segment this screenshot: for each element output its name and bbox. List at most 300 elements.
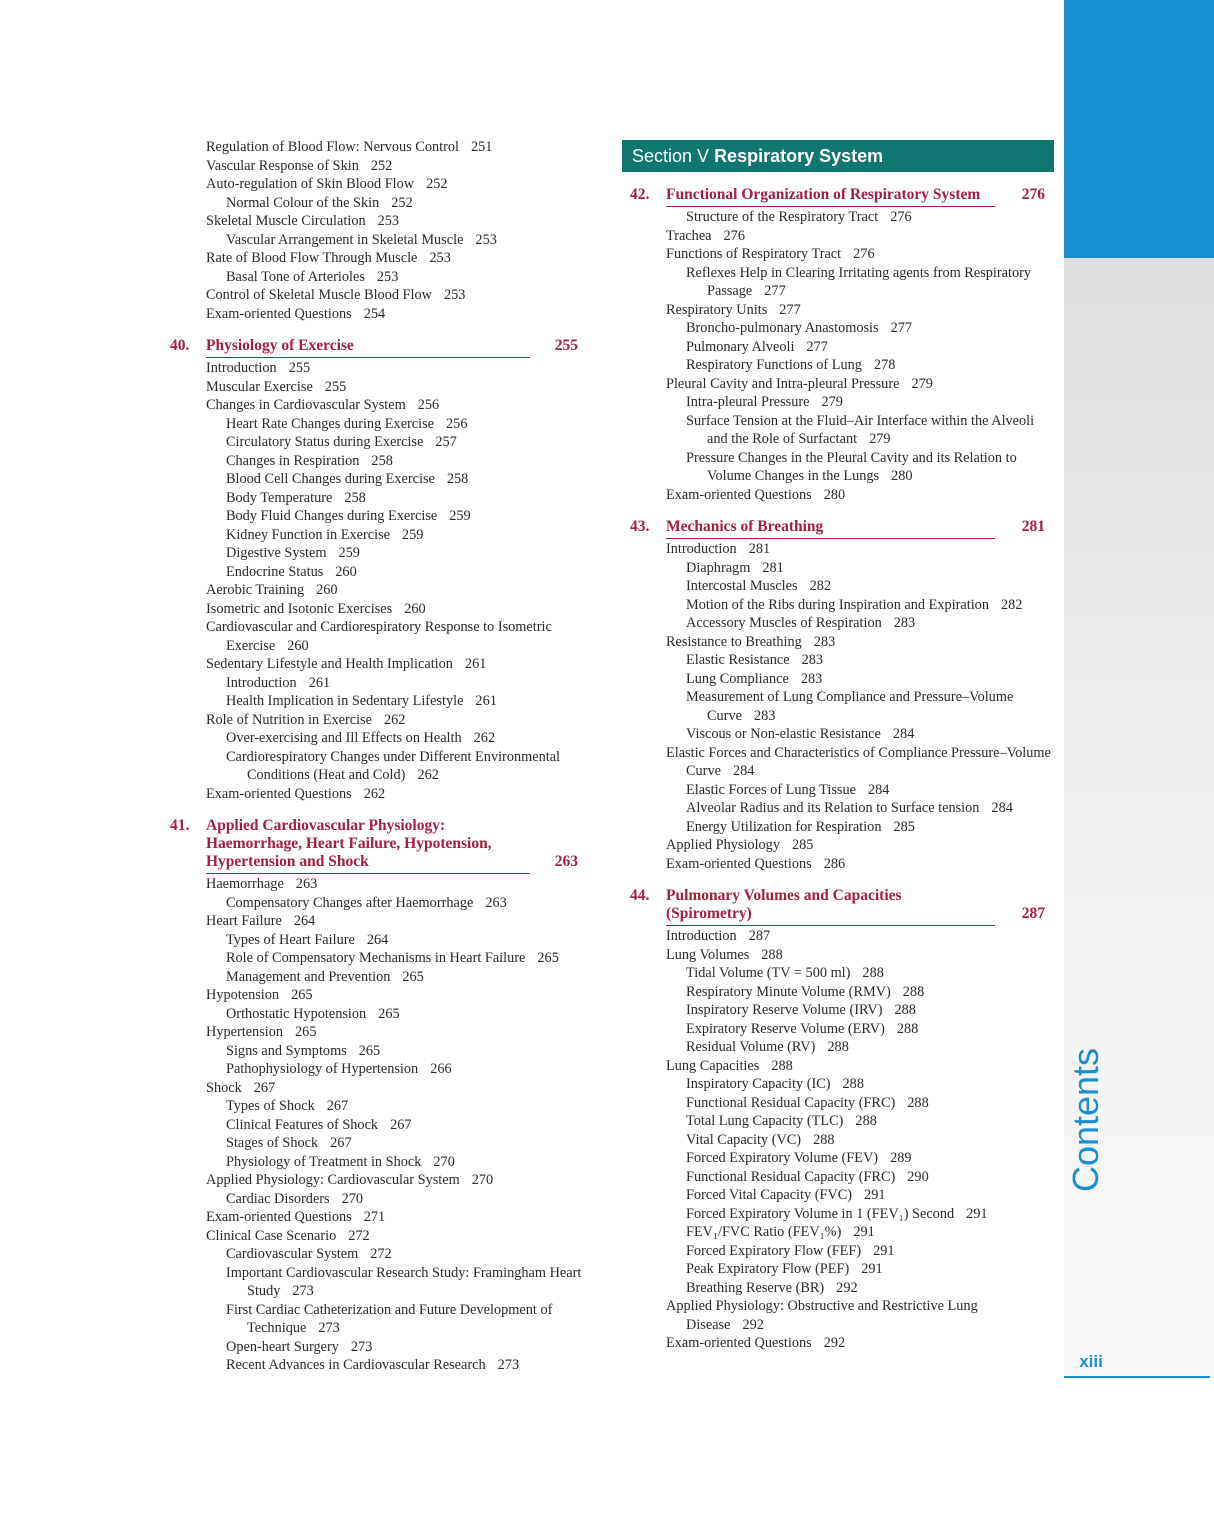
toc-entry-page: 288 — [761, 946, 783, 963]
toc-entry[interactable] — [630, 964, 1055, 983]
toc-entry-page: 259 — [401, 526, 424, 543]
toc-entry[interactable] — [630, 633, 1055, 652]
chapter-title: Pulmonary Volumes and Capacities (Spirometry) — [666, 887, 902, 922]
toc-entry[interactable] — [170, 1171, 590, 1190]
toc-entry[interactable] — [170, 452, 590, 471]
toc-entry-page: 262 — [473, 730, 496, 746]
toc-entry-page: 253 — [377, 213, 400, 229]
toc-entry[interactable] — [170, 249, 590, 268]
toc-entry[interactable] — [630, 1038, 1055, 1057]
chapter-heading[interactable] — [170, 337, 590, 355]
toc-entry-title: Broncho-pulmonary Anastomosis — [686, 320, 879, 336]
toc-entry-title: Forced Expiratory Volume (FEV) — [686, 1150, 879, 1166]
toc-entry[interactable] — [170, 507, 590, 526]
toc-entry-title: Clinical Case Scenario — [206, 1227, 337, 1244]
chapter-number: 42. — [630, 186, 650, 203]
toc-entry[interactable] — [630, 836, 1055, 855]
toc-entry[interactable] — [630, 1131, 1055, 1150]
toc-entry-page: 261 — [475, 693, 497, 709]
toc-entry-title: Exam-oriented Questions — [666, 486, 812, 503]
toc-entry-title: Pathophysiology of Hypertension — [226, 1061, 419, 1077]
toc-entry-page: 265 — [358, 1042, 381, 1059]
toc-entry-title: Lung Compliance — [686, 670, 789, 687]
toc-entry-page: 255 — [324, 378, 347, 395]
toc-entry[interactable] — [170, 949, 590, 968]
toc-entry-page: 291 — [861, 1261, 883, 1277]
toc-entry-title: Respiratory Functions of Lung — [686, 357, 862, 373]
toc-entry[interactable] — [170, 1301, 590, 1338]
toc-entry-title: Physiology of Treatment in Shock — [226, 1153, 422, 1170]
toc-entry[interactable] — [630, 1001, 1055, 1020]
toc-entry-title: Role of Compensatory Mechanisms in Heart Failure — [226, 950, 526, 966]
toc-entry-page: 270 — [341, 1190, 364, 1207]
toc-entry[interactable] — [630, 449, 1055, 486]
toc-entry-title: Cardiovascular System — [226, 1246, 359, 1262]
toc-entry-page: 253 — [376, 268, 399, 285]
toc-entry-title: Introduction — [226, 674, 297, 691]
toc-entry[interactable] — [630, 1260, 1055, 1279]
toc-entry[interactable] — [170, 1208, 590, 1227]
toc-entry[interactable] — [170, 1079, 590, 1098]
toc-entry[interactable] — [170, 1227, 590, 1246]
chapter-heading[interactable] — [630, 186, 1055, 204]
toc-entry-page: 273 — [292, 1283, 314, 1299]
toc-entry[interactable] — [170, 433, 590, 452]
toc-entry-page: 263 — [295, 876, 318, 892]
toc-entry-title: Recent Advances in Cardiovascular Research — [226, 1357, 486, 1373]
toc-entry-page: 267 — [330, 1135, 352, 1151]
toc-entry-page: 292 — [742, 1316, 764, 1333]
toc-entry-title: Exam-oriented Questions — [206, 305, 352, 322]
toc-entry[interactable] — [170, 1042, 590, 1061]
toc-entry[interactable] — [630, 1279, 1055, 1298]
toc-entry-title: Orthostatic Hypotension — [226, 1005, 367, 1022]
toc-entry-page: 279 — [821, 394, 843, 410]
toc-entry[interactable] — [630, 1186, 1055, 1205]
toc-entry[interactable] — [630, 855, 1055, 874]
chapter-underline — [206, 873, 530, 874]
toc-entry-title: Energy Utilization for Respiration — [686, 818, 882, 835]
toc-entry-title: Functions of Respiratory Tract — [666, 246, 842, 262]
toc-entry-title: Hypotension — [206, 987, 280, 1003]
toc-entry[interactable] — [170, 655, 590, 674]
toc-entry-page: 292 — [836, 1279, 858, 1296]
toc-entry-title: Blood Cell Changes during Exercise — [226, 471, 435, 487]
toc-entry[interactable] — [170, 396, 590, 415]
toc-entry[interactable] — [630, 338, 1055, 357]
toc-entry[interactable] — [630, 983, 1055, 1002]
toc-entry-title: Applied Physiology: Cardiovascular System — [206, 1172, 460, 1188]
toc-entry-title: Normal Colour of the Skin — [226, 194, 380, 211]
toc-entry-title: Signs and Symptoms — [226, 1042, 347, 1059]
toc-entry[interactable] — [630, 614, 1055, 633]
toc-entry[interactable] — [170, 600, 590, 619]
toc-entry-page: 255 — [288, 360, 311, 376]
toc-entry[interactable] — [630, 375, 1055, 394]
toc-entry-page: 288 — [894, 1002, 916, 1018]
toc-entry-page: 281 — [762, 559, 784, 576]
toc-entry-page: 276 — [853, 246, 875, 262]
toc-entry-page: 277 — [890, 320, 913, 336]
toc-entry-title: Pressure Changes in the Pleural Cavity and its Relation to Volume Changes in the Lungs — [686, 449, 1017, 484]
toc-entry[interactable] — [630, 799, 1055, 818]
toc-entry-title: Inspiratory Capacity (IC) — [686, 1076, 831, 1092]
toc-entry[interactable] — [630, 245, 1055, 264]
toc-entry-title: Vascular Response of Skin — [206, 157, 359, 174]
toc-entry-page: 267 — [253, 1079, 276, 1096]
toc-entry-page: 288 — [896, 1020, 919, 1037]
toc-entry-title: Exam-oriented Questions — [206, 1209, 352, 1225]
toc-entry[interactable] — [170, 175, 590, 194]
toc-entry-page: 283 — [813, 633, 836, 650]
toc-entry[interactable] — [170, 231, 590, 250]
toc-entry-page: 282 — [809, 578, 832, 594]
toc-entry-page: 258 — [371, 452, 393, 469]
chapter-underline — [666, 925, 995, 926]
toc-entry-title: Important Cardiovascular Research Study: Framingham Heart Study — [226, 1264, 582, 1299]
toc-entry-page: 259 — [449, 508, 471, 524]
toc-entry-title: Compensatory Changes after Haemorrhage — [226, 894, 474, 911]
toc-entry-title: Respiratory Units — [666, 301, 768, 318]
toc-entry-page: 285 — [791, 837, 814, 853]
toc-entry[interactable] — [630, 1075, 1055, 1094]
toc-entry-page: 256 — [417, 397, 440, 413]
toc-entry-title: Stages of Shock — [226, 1135, 319, 1151]
toc-entry[interactable] — [170, 526, 590, 545]
toc-entry[interactable] — [170, 674, 590, 693]
toc-entry[interactable] — [630, 927, 1055, 946]
toc-entry[interactable] — [170, 544, 590, 563]
toc-entry[interactable] — [170, 1134, 590, 1153]
toc-entry-page: 271 — [363, 1209, 386, 1225]
toc-entry-page: 276 — [890, 209, 912, 225]
toc-entry[interactable] — [630, 1094, 1055, 1113]
toc-entry-title: Basal Tone of Arterioles — [226, 268, 365, 285]
toc-entry-title: Forced Vital Capacity (FVC) — [686, 1187, 853, 1203]
toc-entry[interactable] — [170, 305, 590, 324]
toc-entry[interactable] — [170, 968, 590, 987]
toc-entry-page: 264 — [366, 931, 389, 948]
toc-entry-page: 276 — [723, 227, 745, 244]
toc-entry-title: Measurement of Lung Compliance and Pressure–Volume Curve — [686, 689, 1014, 724]
toc-entry-page: 252 — [391, 194, 413, 211]
chapter-page: 276 — [1021, 186, 1045, 203]
toc-entry-title: Cardiovascular and Cardiorespiratory Response to Isometric Exercise — [206, 619, 552, 654]
toc-entry[interactable] — [630, 946, 1055, 965]
toc-entry[interactable] — [630, 1205, 1055, 1224]
toc-entry[interactable] — [170, 1060, 590, 1079]
toc-entry-title: Exam-oriented Questions — [666, 1335, 812, 1351]
toc-entry-page: 288 — [813, 1131, 835, 1148]
toc-entry[interactable] — [630, 1168, 1055, 1187]
toc-entry-title: Accessory Muscles of Respiration — [686, 615, 882, 631]
toc-entry-title: Aerobic Training — [206, 582, 305, 598]
toc-entry-page: 280 — [823, 486, 846, 503]
toc-entry-page: 287 — [748, 928, 771, 944]
toc-entry[interactable] — [170, 875, 590, 894]
toc-entry[interactable] — [170, 1356, 590, 1375]
toc-entry[interactable] — [170, 1264, 590, 1301]
toc-entry-title: Changes in Respiration — [226, 452, 360, 469]
chapter-title: Applied Cardiovascular Physiology: Haemorrhage, Heart Failure, Hypotension, Hypertension and Shock — [206, 817, 492, 870]
toc-entry-title: Residual Volume (RV) — [686, 1039, 816, 1055]
toc-entry-title: Over-exercising and Ill Effects on Health — [226, 730, 462, 746]
toc-entry-title: Lung Volumes — [666, 946, 750, 963]
toc-entry[interactable] — [630, 393, 1055, 412]
chapter-title: Physiology of Exercise — [206, 337, 354, 354]
toc-entry-page: 288 — [855, 1113, 877, 1129]
toc-entry-title: Auto-regulation of Skin Blood Flow — [206, 176, 415, 192]
toc-entry[interactable] — [630, 559, 1055, 578]
chapter-title: Functional Organization of Respiratory System — [666, 186, 981, 203]
toc-entry-title: Trachea — [666, 227, 712, 244]
toc-entry[interactable] — [170, 157, 590, 176]
toc-entry[interactable] — [630, 486, 1055, 505]
toc-entry-page: 284 — [867, 781, 890, 798]
chapter-underline — [206, 357, 530, 358]
page-number-rule — [1064, 1376, 1210, 1378]
toc-entry-page: 264 — [293, 913, 316, 929]
toc-entry-page: 261 — [464, 656, 487, 672]
toc-entry[interactable] — [170, 1338, 590, 1357]
toc-entry-title: Introduction — [206, 360, 277, 376]
toc-entry[interactable] — [170, 986, 590, 1005]
toc-entry-page: 289 — [890, 1150, 912, 1166]
toc-entry-page: 273 — [318, 1320, 340, 1336]
toc-entry-title: Total Lung Capacity (TLC) — [686, 1113, 844, 1129]
toc-entry-page: 266 — [430, 1061, 452, 1077]
toc-entry[interactable] — [170, 748, 590, 785]
toc-entry[interactable] — [630, 540, 1055, 559]
toc-entry-title: Introduction — [666, 541, 737, 557]
toc-entry-page: 267 — [326, 1098, 349, 1114]
chapter-heading[interactable] — [170, 817, 590, 871]
toc-entry-page: 252 — [426, 176, 448, 192]
toc-entry-page: 260 — [404, 600, 426, 617]
toc-entry-title: Functional Residual Capacity (FRC) — [686, 1094, 896, 1111]
toc-entry[interactable] — [170, 785, 590, 804]
toc-entry-title: First Cardiac Catheterization and Future Development of Technique — [226, 1301, 553, 1336]
toc-entry[interactable] — [630, 670, 1055, 689]
toc-entry-page: 262 — [363, 785, 386, 802]
toc-entry-title: Elastic Forces and Characteristics of Compliance Pressure–Volume Curve — [666, 744, 1051, 779]
chapter-underline — [666, 206, 995, 207]
toc-entry-page: 257 — [435, 434, 457, 450]
toc-entry[interactable] — [630, 577, 1055, 596]
toc-entry-page: 286 — [823, 855, 846, 872]
toc-right-column — [630, 140, 1055, 1353]
toc-entry[interactable] — [170, 894, 590, 913]
toc-entry[interactable] — [630, 356, 1055, 375]
toc-entry-page: 265 — [291, 987, 313, 1003]
toc-entry[interactable] — [630, 1334, 1055, 1353]
toc-entry[interactable] — [170, 711, 590, 730]
toc-entry-page: 270 — [433, 1153, 455, 1170]
chapter-heading[interactable] — [630, 887, 1055, 923]
toc-entry[interactable] — [630, 1242, 1055, 1261]
toc-entry-page: 258 — [344, 489, 366, 506]
toc-entry-page: 277 — [779, 301, 801, 318]
toc-entry[interactable] — [630, 781, 1055, 800]
toc-entry-page: 280 — [891, 468, 913, 484]
toc-entry-title: Forced Expiratory Flow (FEF) — [686, 1242, 862, 1259]
toc-entry[interactable] — [170, 1153, 590, 1172]
toc-entry[interactable] — [630, 1223, 1055, 1242]
toc-entry[interactable] — [630, 1149, 1055, 1168]
toc-entry-title: Skeletal Muscle Circulation — [206, 213, 366, 229]
toc-entry-title: Endocrine Status — [226, 563, 324, 580]
chapter-heading[interactable] — [630, 518, 1055, 536]
toc-entry-page: 258 — [446, 471, 469, 487]
toc-entry[interactable] — [630, 1112, 1055, 1131]
toc-entry[interactable] — [630, 208, 1055, 227]
toc-entry-title: Role of Nutrition in Exercise — [206, 711, 372, 728]
toc-entry-page: 291 — [966, 1205, 988, 1222]
toc-entry[interactable] — [170, 1116, 590, 1135]
chapter-number: 43. — [630, 518, 650, 535]
toc-entry-title: Applied Physiology — [666, 837, 780, 853]
toc-entry-title: Cardiorespiratory Changes under Different Environmental Conditions (Heat and Cold) — [226, 748, 561, 783]
toc-entry[interactable] — [170, 1023, 590, 1042]
toc-entry[interactable] — [170, 212, 590, 231]
toc-entry-page: 253 — [443, 287, 466, 303]
sidebar-blue-block — [1064, 0, 1214, 258]
toc-entry-title: Open-heart Surgery — [226, 1338, 339, 1355]
toc-entry-title: Motion of the Ribs during Inspiration and Expiration — [686, 596, 989, 613]
toc-entry-title: Applied Physiology: Obstructive and Restrictive Lung Disease — [666, 1298, 978, 1333]
toc-entry[interactable] — [630, 725, 1055, 744]
toc-entry-title: FEV₁/FVC Ratio (FEV₁%) — [686, 1224, 842, 1240]
toc-entry-page: 265 — [402, 968, 424, 985]
toc-entry[interactable] — [630, 744, 1055, 781]
toc-entry[interactable] — [170, 931, 590, 950]
toc-entry-title: Vital Capacity (VC) — [686, 1131, 802, 1148]
toc-entry[interactable] — [170, 415, 590, 434]
toc-entry-page: 288 — [827, 1039, 849, 1055]
toc-entry-page: 284 — [991, 800, 1013, 816]
toc-entry[interactable] — [170, 618, 590, 655]
toc-entry-page: 272 — [370, 1246, 392, 1262]
toc-entry-page: 260 — [335, 563, 357, 580]
toc-entry-title: Respiratory Minute Volume (RMV) — [686, 983, 891, 1000]
toc-entry-page: 285 — [893, 818, 915, 835]
toc-entry[interactable] — [630, 301, 1055, 320]
toc-entry-title: Alveolar Radius and its Relation to Surface tension — [686, 800, 980, 816]
toc-entry-page: 278 — [873, 357, 896, 373]
toc-entry[interactable] — [630, 1297, 1055, 1334]
toc-entry-page: 288 — [842, 1076, 864, 1092]
toc-entry[interactable] — [170, 692, 590, 711]
toc-entry[interactable] — [170, 268, 590, 287]
toc-entry[interactable] — [170, 1245, 590, 1264]
toc-entry[interactable] — [170, 359, 590, 378]
toc-entry-page: 288 — [771, 1057, 793, 1074]
toc-entry-page: 281 — [748, 541, 771, 557]
chapter-underline — [666, 538, 995, 539]
toc-entry[interactable] — [630, 227, 1055, 246]
toc-entry-page: 277 — [764, 283, 786, 299]
toc-entry-title: Elastic Forces of Lung Tissue — [686, 781, 856, 798]
chapter-number: 41. — [170, 817, 190, 834]
toc-entry[interactable] — [170, 581, 590, 600]
section-prefix: Section V — [632, 146, 710, 166]
toc-entry-page: 265 — [378, 1005, 400, 1022]
toc-entry-title: Heart Failure — [206, 913, 282, 929]
toc-entry-page: 265 — [537, 950, 559, 966]
toc-entry-title: Pulmonary Alveoli — [686, 338, 795, 355]
toc-entry[interactable] — [170, 1097, 590, 1116]
toc-entry-page: 282 — [1000, 596, 1023, 613]
contents-label: Contents — [1065, 1047, 1106, 1193]
toc-entry[interactable] — [170, 1190, 590, 1209]
toc-entry-title: Health Implication in Sedentary Lifestyle — [226, 693, 464, 709]
toc-left-column — [170, 138, 590, 1375]
toc-entry-page: 291 — [873, 1242, 895, 1259]
toc-entry-title: Kidney Function in Exercise — [226, 526, 390, 543]
toc-entry-title: Body Fluid Changes during Exercise — [226, 508, 438, 524]
toc-entry-page: 251 — [470, 139, 493, 155]
toc-entry[interactable] — [170, 729, 590, 748]
toc-entry-title: Expiratory Reserve Volume (ERV) — [686, 1020, 885, 1037]
chapter-number: 40. — [170, 337, 190, 354]
toc-entry-title: Breathing Reserve (BR) — [686, 1279, 825, 1296]
toc-entry-title: Muscular Exercise — [206, 378, 313, 395]
toc-entry[interactable] — [630, 1020, 1055, 1039]
toc-entry[interactable] — [630, 319, 1055, 338]
toc-entry-title: Control of Skeletal Muscle Blood Flow — [206, 287, 432, 303]
toc-entry-page: 290 — [907, 1168, 929, 1185]
toc-entry-title: Viscous or Non-elastic Resistance — [686, 726, 881, 742]
toc-entry[interactable] — [630, 651, 1055, 670]
toc-entry-title: Management and Prevention — [226, 968, 391, 985]
toc-entry-title: Haemorrhage — [206, 876, 284, 892]
toc-entry-title: Hypertension — [206, 1024, 284, 1040]
toc-entry[interactable] — [630, 1057, 1055, 1076]
toc-entry-page: 273 — [497, 1357, 520, 1373]
toc-entry-page: 277 — [806, 338, 828, 355]
chapter-number: 44. — [630, 887, 650, 904]
toc-entry[interactable] — [630, 596, 1055, 615]
section-banner[interactable] — [622, 140, 1054, 172]
toc-entry[interactable] — [170, 563, 590, 582]
toc-entry[interactable] — [630, 818, 1055, 837]
toc-entry[interactable] — [170, 1005, 590, 1024]
toc-entry[interactable] — [630, 412, 1055, 449]
toc-entry[interactable] — [630, 688, 1055, 725]
toc-entry[interactable] — [170, 378, 590, 397]
toc-entry-page: 261 — [308, 674, 331, 691]
toc-entry-page: 288 — [907, 1094, 929, 1111]
toc-entry[interactable] — [170, 489, 590, 508]
toc-entry-page: 265 — [295, 1024, 317, 1040]
toc-entry-title: Body Temperature — [226, 489, 333, 506]
toc-entry-page: 283 — [893, 615, 916, 631]
toc-entry-title: Regulation of Blood Flow: Nervous Control — [206, 139, 459, 155]
toc-entry-title: Inspiratory Reserve Volume (IRV) — [686, 1002, 883, 1018]
toc-entry-page: 252 — [370, 157, 393, 174]
toc-entry[interactable] — [170, 194, 590, 213]
toc-entry[interactable] — [630, 264, 1055, 301]
toc-entry-title: Elastic Resistance — [686, 652, 790, 668]
toc-entry[interactable] — [170, 138, 590, 157]
toc-entry[interactable] — [170, 912, 590, 931]
toc-entry-title: Heart Rate Changes during Exercise — [226, 415, 435, 432]
toc-entry-page: 283 — [800, 670, 823, 687]
toc-entry[interactable] — [170, 470, 590, 489]
chapter-page: 255 — [554, 337, 578, 354]
toc-entry[interactable] — [170, 286, 590, 305]
toc-entry-title: Forced Expiratory Volume in 1 (FEV₁) Second — [686, 1205, 955, 1222]
